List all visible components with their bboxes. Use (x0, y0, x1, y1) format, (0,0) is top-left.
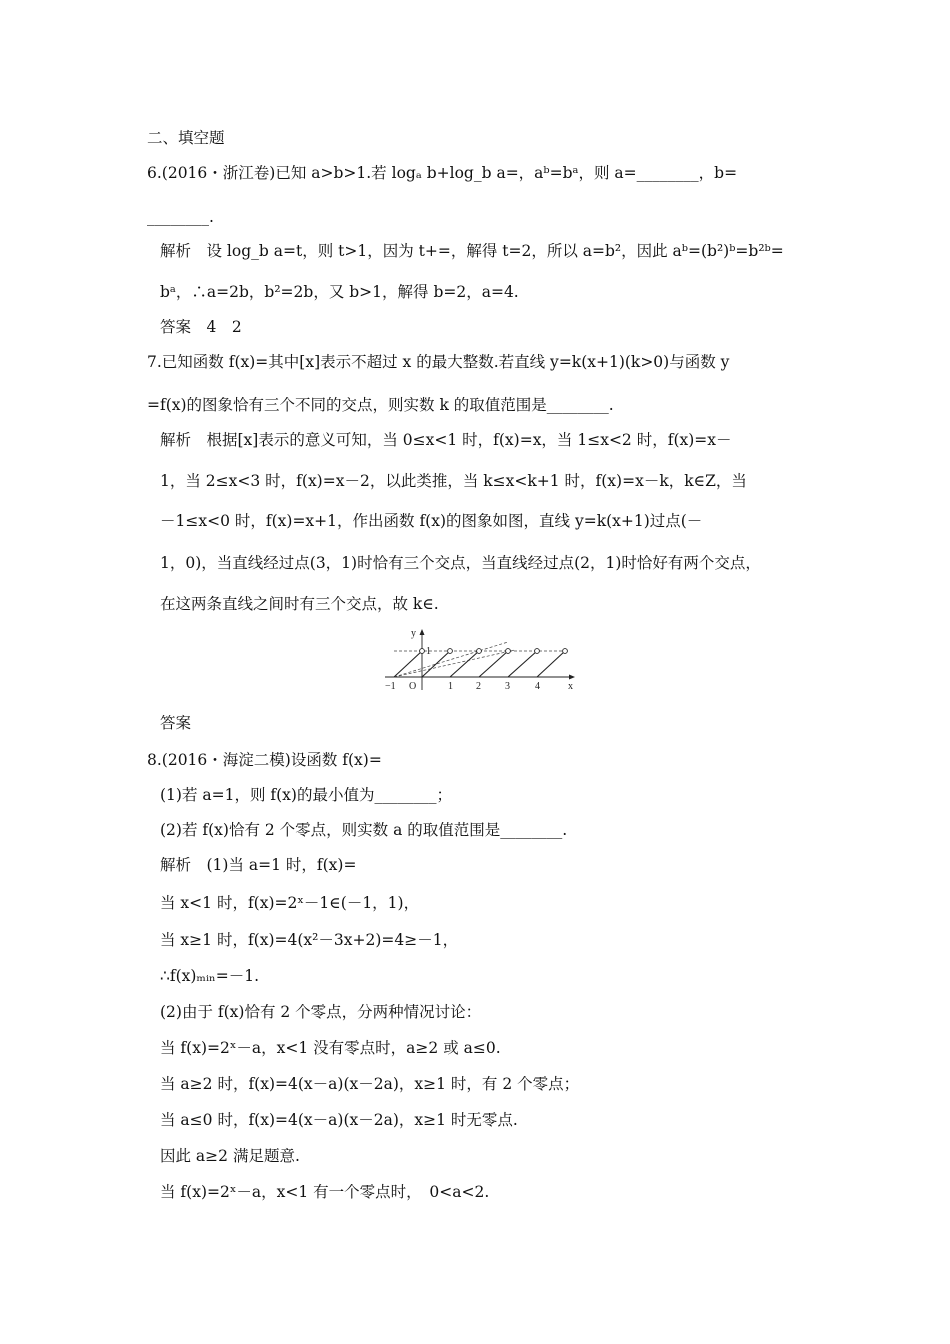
origin-label: O (409, 681, 417, 692)
open-point (506, 649, 511, 654)
x-axis-arrow (569, 675, 575, 680)
q8-part-2: (2)若 f(x)恰有 2 个零点，则实数 a 的取值范围是________. (160, 821, 568, 839)
y-one-label: 1 (426, 646, 431, 657)
floor-function-graph (383, 626, 578, 692)
q8-solution-line-3: 当 x≥1 时，f(x)=4(x²－3x+2)=4≥－1， (160, 931, 459, 949)
segment-1-2 (450, 651, 479, 677)
q6-stem-line-1: 6.(2016・浙江卷)已知 a>b>1.若 logₐ b+log_b a=，aᵇ=bᵃ，则 a=________，b= (147, 164, 738, 182)
q7-solution-line-5: 在这两条直线之间时有三个交点，故 k∈. (160, 595, 439, 613)
x-tick-1: 1 (448, 681, 453, 692)
q8-solution-line-10: 当 f(x)=2ˣ－a，x<1 有一个零点时， 0<a<2. (160, 1183, 490, 1201)
q8-solution-line-8: 当 a≤0 时，f(x)=4(x－a)(x－2a)，x≥1 时无零点. (160, 1111, 518, 1129)
x-tick-neg1: −1 (385, 681, 396, 692)
q7-solution-line-2: 1，当 2≤x<3 时，f(x)=x－2，以此类推，当 k≤x<k+1 时，f(x)=x－k，k∈Z，当 (160, 472, 747, 490)
section-title: 二、填空题 (147, 129, 225, 147)
open-point (420, 649, 425, 654)
q7-solution-line-3: －1≤x<0 时，f(x)=x+1，作出函数 f(x)的图象如图，直线 y=k(x+1)过点(－ (160, 512, 703, 530)
graph-svg (383, 626, 578, 692)
q8-part-1: (1)若 a=1，则 f(x)的最小值为________； (160, 786, 452, 804)
segment-4-5 (537, 651, 565, 677)
q6-answer: 答案 4 2 (160, 318, 242, 336)
q8-solution-line-5: (2)由于 f(x)恰有 2 个零点，分两种情况讨论： (160, 1003, 482, 1021)
segment-neg1-0 (394, 651, 422, 677)
open-point (477, 649, 482, 654)
q7-stem-line-1: 7.已知函数 f(x)=其中[x]表示不超过 x 的最大整数.若直线 y=k(x+1)(k>0)与函数 y (147, 353, 730, 371)
q8-solution-line-9: 因此 a≥2 满足题意. (160, 1147, 300, 1165)
q6-stem-line-2: ________. (147, 208, 214, 226)
q6-solution-line-1: 解析 设 log_b a=t，则 t>1，因为 t+=，解得 t=2，所以 a=b²，因此 aᵇ=(b²)ᵇ=b²ᵇ= (160, 242, 784, 260)
x-tick-2: 2 (476, 681, 481, 692)
q7-solution-line-1: 解析 根据[x]表示的意义可知，当 0≤x<1 时，f(x)=x，当 1≤x<2 时，f(x)=x－ (160, 431, 732, 449)
q8-stem-line-1: 8.(2016・海淀二模)设函数 f(x)= (147, 751, 382, 769)
q6-solution-line-2: bᵃ，∴a=2b，b²=2b，又 b>1，解得 b=2，a=4. (160, 283, 519, 301)
x-tick-3: 3 (505, 681, 510, 692)
y-axis-label: y (411, 628, 416, 639)
q7-solution-line-4: 1，0)，当直线经过点(3，1)时恰有三个交点，当直线经过点(2，1)时恰好有两个交点， (160, 554, 761, 572)
dashed-line-through-2-1 (394, 642, 508, 677)
open-point (563, 649, 568, 654)
q7-stem-line-2: =f(x)的图象恰有三个不同的交点，则实数 k 的取值范围是________. (147, 396, 614, 414)
x-axis-label: x (568, 681, 573, 692)
q8-solution-line-1: 解析 (1)当 a=1 时，f(x)= (160, 856, 357, 874)
q8-solution-line-7: 当 a≥2 时，f(x)=4(x－a)(x－2a)，x≥1 时，有 2 个零点； (160, 1075, 580, 1093)
q8-solution-line-4: ∴f(x)ₘᵢₙ=－1. (160, 967, 260, 985)
q8-solution-line-2: 当 x<1 时，f(x)=2ˣ－1∈(－1，1)， (160, 894, 420, 912)
q8-solution-line-6: 当 f(x)=2ˣ－a，x<1 没有零点时，a≥2 或 a≤0. (160, 1039, 501, 1057)
y-axis-arrow (420, 629, 425, 635)
open-point (448, 649, 453, 654)
segment-3-4 (508, 651, 537, 677)
q7-answer: 答案 (160, 714, 192, 732)
open-point (535, 649, 540, 654)
x-tick-4: 4 (535, 681, 540, 692)
